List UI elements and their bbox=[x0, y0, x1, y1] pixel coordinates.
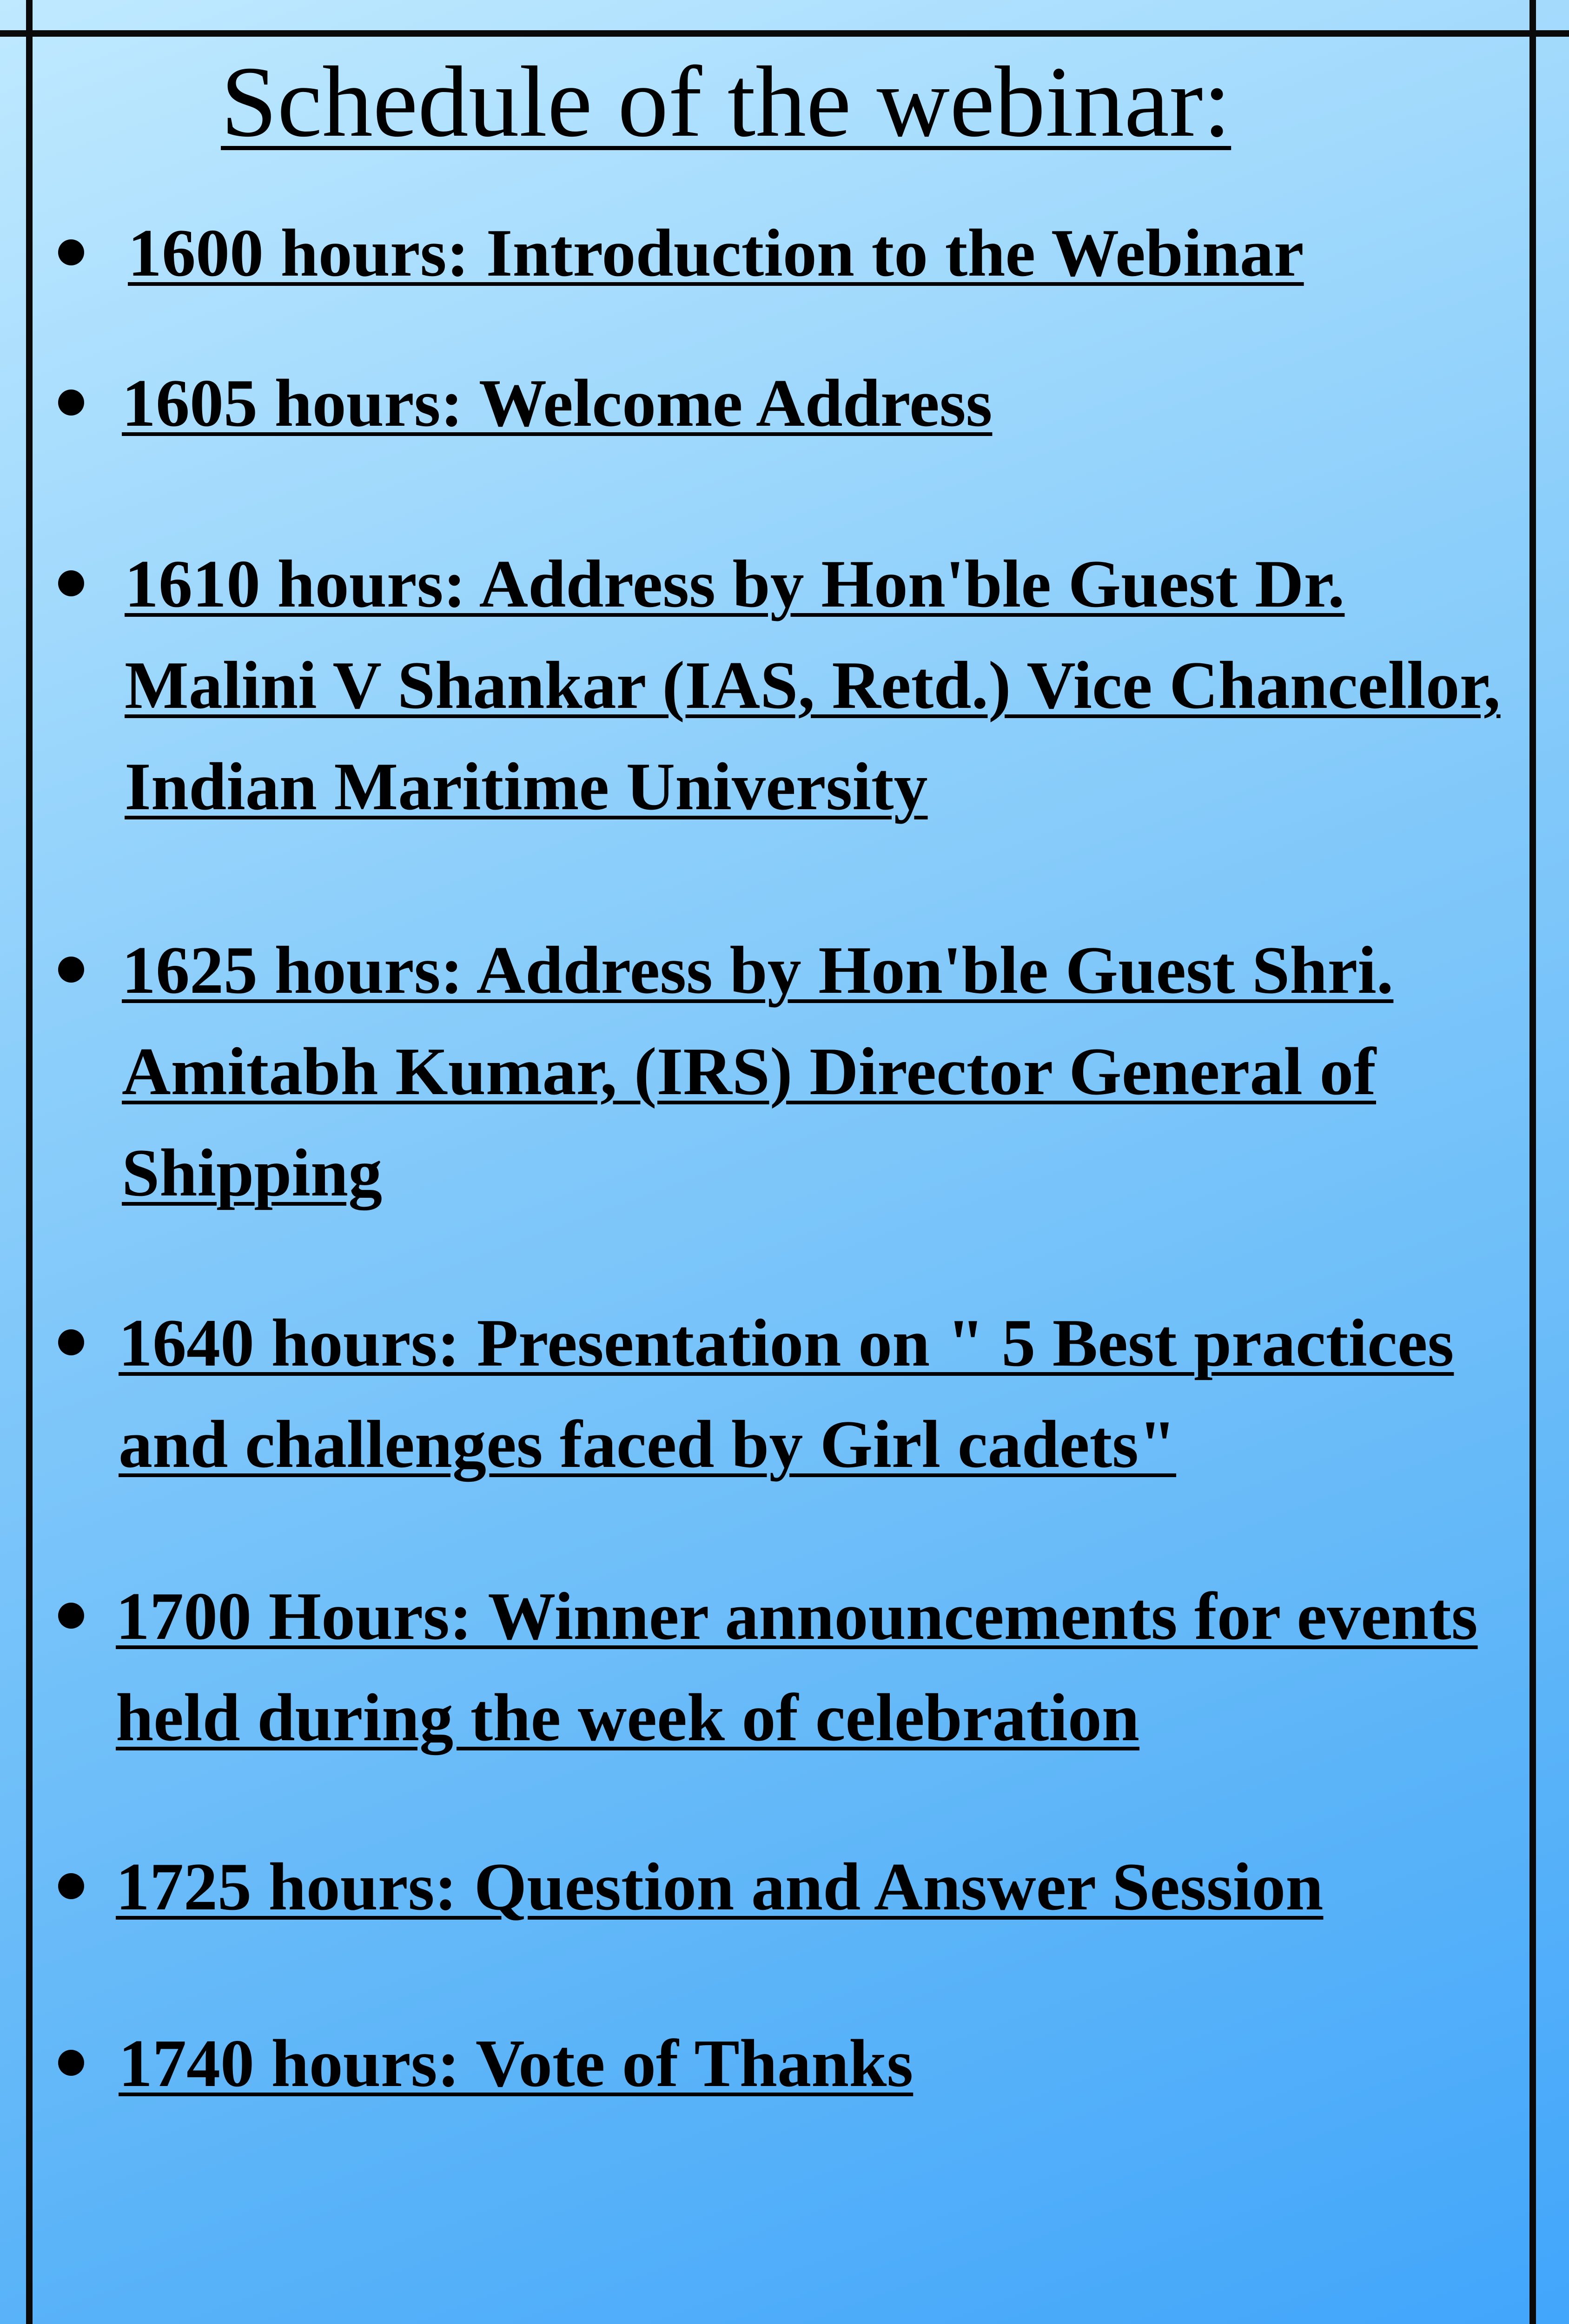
frame-top-border bbox=[0, 30, 1569, 37]
schedule-item-text: 1725 hours: Question and Answer Session bbox=[116, 1849, 1324, 1924]
schedule-item-text: 1700 Hours: Winner announcements for events held during the week of celebration bbox=[116, 1578, 1478, 1755]
bullet-icon bbox=[58, 239, 84, 265]
bullet-icon bbox=[58, 570, 84, 596]
schedule-item-text: 1640 hours: Presentation on " 5 Best practices and challenges faced by Girl cadets" bbox=[119, 1305, 1454, 1482]
frame-left-border bbox=[26, 0, 33, 2324]
bullet-icon bbox=[58, 1873, 84, 1899]
bullet-icon bbox=[58, 390, 84, 416]
schedule-item-text: 1610 hours: Address by Hon'ble Guest Dr. Malini V Shankar (IAS, Retd.) Vice Chancellor, Indian Maritime University bbox=[125, 546, 1501, 824]
bullet-icon bbox=[58, 1603, 84, 1629]
schedule-item-text: 1740 hours: Vote of Thanks bbox=[119, 2026, 914, 2101]
bullet-icon bbox=[58, 1329, 84, 1355]
schedule-item-text: 1600 hours: Introduction to the Webinar bbox=[128, 215, 1304, 290]
bullet-icon bbox=[58, 957, 84, 983]
schedule-item-text: 1625 hours: Address by Hon'ble Guest Shri. Amitabh Kumar, (IRS) Director General of Shipping bbox=[122, 932, 1394, 1210]
schedule-item-text: 1605 hours: Welcome Address bbox=[122, 365, 993, 441]
page-title: Schedule of the webinar: bbox=[221, 46, 1231, 158]
bullet-icon bbox=[58, 2050, 84, 2076]
